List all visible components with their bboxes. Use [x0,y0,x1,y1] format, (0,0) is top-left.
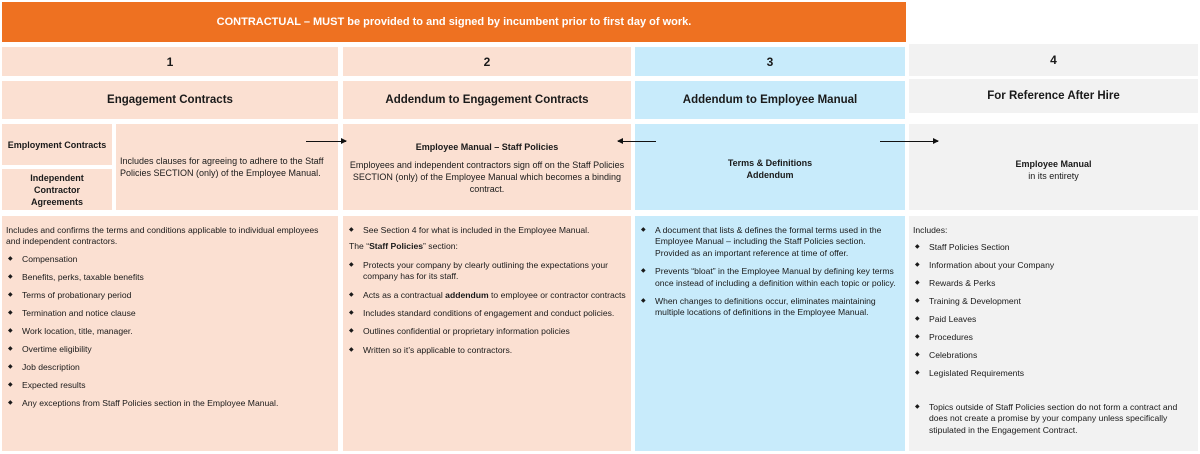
column-3-title-text: Addendum to Employee Manual [682,94,858,106]
column-1-number [2,47,338,76]
section-prefix: The “ [349,241,370,252]
contractor-agreements-text: Independent Contractor Agreements [30,172,84,207]
column-2-bullet-list [347,260,627,356]
column-4-number-text: 4 [1050,53,1057,67]
column-3-bullet-list [639,225,901,319]
terms-subtitle-line1: Terms & Definitions [727,158,813,168]
column-2-first-list [347,225,627,236]
list-item: ◆ Training & Development [913,296,1194,307]
column-4-note: ◆ Topics outside of Staff Policies section do not form a contract and does not create a promise by your company unless specifically stipulated in the Engagement Contract. [913,402,1194,436]
column-4-number [909,44,1198,76]
list-item: ◆ A document that lists & defines the formal terms used in the Employee Manual – including the Staff Policies section. Provided as an important reference at time of offer. [639,225,901,259]
list-item: ◆ Rewards & Perks [913,278,1194,289]
column-2-number-text: 2 [483,54,491,69]
list-item: ◆ Termination and notice clause [6,308,334,319]
column-3-summary [635,124,905,210]
column-4-details [909,216,1198,451]
list-item: ◆ Terms of probationary period [6,290,334,301]
arrow-to-employee-manual [880,141,938,142]
column-1-details [2,216,338,451]
column-2-number [343,47,631,76]
list-item: ◆ When changes to definitions occur, eliminates maintaining multiple locations of definitions in the Employee Manual. [639,296,901,319]
section-bold: Staff Policies [369,241,424,252]
list-item: ◆ Work location, title, manager. [6,326,334,337]
staff-policies-section-intro [347,241,627,252]
column-2-title [343,81,631,119]
list-item: ◆ Expected results [6,380,334,391]
employee-manual-entirety: in its entirety [1028,171,1079,181]
column-1-bullet-list [6,254,334,409]
column-1-intro: Includes and confirms the terms and conditions applicable to individual employees and independent contractors. [6,225,319,247]
column-4-intro: Includes: [913,225,948,235]
list-item: ◆ Any exceptions from Staff Policies section in the Employee Manual. [6,398,334,409]
list-item: ◆ See Section 4 for what is included in the Employee Manual. [347,225,627,236]
terms-subtitle-line2: Addendum [746,170,794,180]
column-4-note-list [913,402,1194,436]
list-item: ◆ Job description [6,362,334,373]
addendum-bold: addendum [445,289,489,300]
column-3-title [635,81,905,119]
column-2-details [343,216,631,451]
section-suffix: ” section: [423,241,458,252]
column-1-title-text: Engagement Contracts [107,94,233,106]
column-3-details [635,216,905,451]
list-item-addendum [347,290,627,301]
column-2-summary-text: Employees and independent contractors sign off on the Staff Policies SECTION (only) of the Employee Manual which becomes a binding contract. [349,160,625,194]
list-item: ◆ Information about your Company [913,260,1194,271]
list-item: ◆ Staff Policies Section [913,242,1194,253]
addendum-after: to employee or contractor contracts [488,289,626,300]
list-item: ◆ Includes standard conditions of engagement and conduct policies. [347,308,627,319]
arrow-to-staff-policies [306,141,346,142]
column-2-summary [343,124,631,210]
addendum-before: Acts as a contractual [363,289,446,300]
column-3-number-text: 3 [766,54,774,69]
list-item: ◆ Procedures [913,332,1194,343]
column-4-title-text: For Reference After Hire [987,90,1120,102]
list-item: ◆ Legislated Requirements [913,368,1194,379]
column-4-summary [909,124,1198,210]
employment-contracts-label [2,124,112,165]
column-1-number-text: 1 [166,54,174,69]
column-4-title [909,79,1198,113]
staff-policies-subtitle: Employee Manual – Staff Policies [415,142,559,152]
column-1-title [2,81,338,119]
employee-manual-subtitle: Employee Manual [1015,159,1092,169]
banner-text: CONTRACTUAL – MUST be provided to and signed by incumbent prior to first day of work. [216,16,692,28]
list-item: ◆ Prevents “bloat” in the Employee Manual by defining key terms once instead of including a definition within each topic or policy. [639,266,901,289]
column-1-summary-text: Includes clauses for agreeing to adhere to the Staff Policies SECTION (only) of the Employee Manual. [120,156,324,178]
column-2-title-text: Addendum to Engagement Contracts [385,94,589,106]
list-item: ◆ Celebrations [913,350,1194,361]
column-4-bullet-list [913,242,1194,379]
list-item: ◆ Overtime eligibility [6,344,334,355]
column-3-number [635,47,905,76]
list-item: ◆ Outlines confidential or proprietary information policies [347,326,627,337]
contractor-agreements-label [2,169,112,210]
list-item: ◆ Paid Leaves [913,314,1194,325]
arrow-from-terms [618,141,656,142]
list-item: ◆ Protects your company by clearly outlining the expectations your company has for its staff. [347,260,627,283]
list-item: ◆ Benefits, perks, taxable benefits [6,272,334,283]
employment-contracts-text: Employment Contracts [7,139,107,150]
list-item: ◆ Compensation [6,254,334,265]
column-1-summary [116,124,338,210]
contractual-banner [2,2,906,42]
list-item: ◆ Written so it’s applicable to contractors. [347,345,627,356]
